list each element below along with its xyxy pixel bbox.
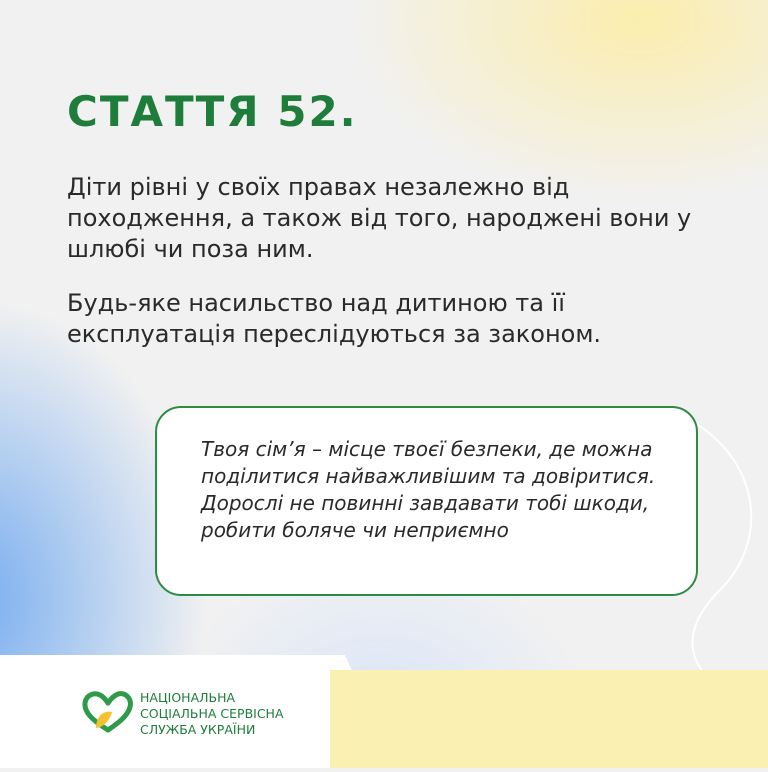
article-heading: СТАТТЯ 52. xyxy=(67,87,358,136)
article-paragraph-1: Діти рівні у своїх правах незалежно від походження, а також від того, народжені вони у шлюбі чи поза ним. xyxy=(67,173,692,263)
organization-name-line-3: СЛУЖБА УКРАЇНИ xyxy=(140,722,256,737)
quote-card xyxy=(155,406,698,596)
organization-name xyxy=(140,690,284,738)
organization-name-line-2: СОЦІАЛЬНА СЕРВІСНА xyxy=(140,706,284,721)
organization-name-line-1: НАЦІОНАЛЬНА xyxy=(140,690,236,705)
heart-leaf-logo-icon xyxy=(82,690,134,734)
quote-text: Твоя сім’я – місце твоєї безпеки, де можна поділитися найважливішим та довіритися. Дорослі не повинні завдавати тобі шкоди, робити боляче чи неприємно xyxy=(201,437,656,542)
article-paragraph-2: Будь-яке насильство над дитиною та її експлуатація переслідуються за законом. xyxy=(67,289,602,348)
bottom-yellow-band xyxy=(330,670,768,768)
